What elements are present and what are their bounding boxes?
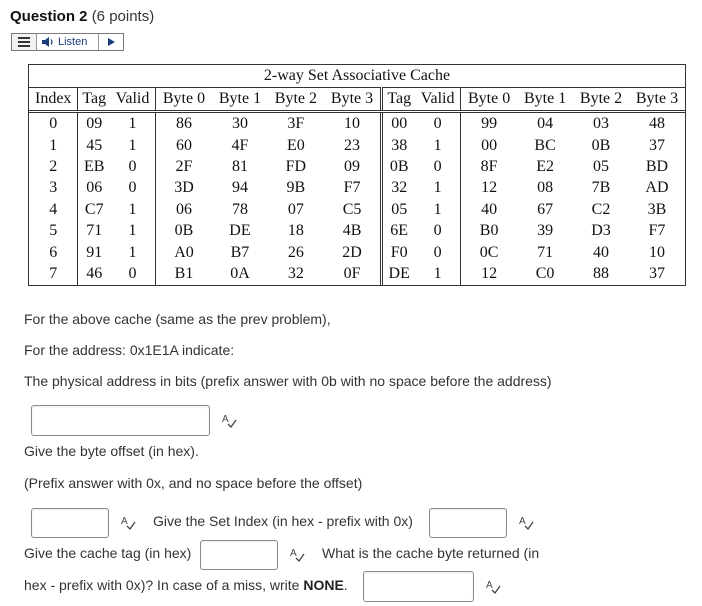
cache-cell: C5	[342, 200, 362, 218]
cache-tag-prompt: Give the cache tag (in hex)	[24, 545, 192, 561]
cache-cell: 7B	[591, 179, 611, 197]
cache-cell: 38	[382, 135, 415, 156]
cache-cell: 3B	[647, 200, 667, 218]
cache-cell: 0A	[230, 265, 250, 283]
cache-cell: D3	[591, 222, 611, 240]
cache-cell: B1	[155, 264, 212, 285]
column-header: Byte 1	[212, 88, 268, 112]
listen-label: Listen	[58, 36, 88, 48]
cache-cell: F7	[343, 179, 361, 197]
column-header: Byte 3	[629, 88, 685, 112]
cache-cell: 48	[648, 115, 665, 133]
cache-cell: 99	[461, 112, 518, 135]
column-header: Byte 0	[461, 88, 518, 112]
cache-cell: 30	[231, 115, 248, 133]
cache-cell: 03	[593, 115, 609, 133]
cache-cell: 0F	[343, 265, 361, 283]
cache-cell: 3F	[287, 115, 305, 133]
cache-cell: 4F	[231, 136, 249, 154]
cache-cell: 71	[537, 243, 554, 261]
cache-cell: 91	[78, 242, 110, 263]
question-points: (6 points)	[91, 8, 155, 25]
row-index: 0	[49, 115, 58, 133]
column-header: Byte 0	[155, 88, 212, 112]
row-index: 1	[49, 136, 58, 154]
cache-cell: 37	[648, 136, 665, 154]
cache-cell: E0	[286, 136, 305, 154]
cache-cell: 00	[461, 135, 518, 156]
cache-cell: 60	[155, 135, 212, 156]
cache-table	[28, 64, 686, 286]
cache-cell: 10	[648, 243, 665, 261]
row-index: 6	[49, 243, 58, 261]
address-text: For the address: 0x1E1A indicate:	[24, 342, 235, 358]
set-index-prompt: Give the Set Index (in hex - prefix with 0x)	[153, 513, 413, 529]
cache-cell: AD	[645, 179, 669, 197]
column-header: Valid	[415, 88, 460, 112]
cache-cell: 23	[344, 136, 361, 154]
cache-row	[29, 199, 685, 220]
cache-cell: 07	[287, 200, 304, 218]
cache-cell: DE	[382, 264, 415, 285]
column-header: Tag	[382, 88, 415, 112]
cache-cell: 0B	[591, 136, 611, 154]
cache-cell: 94	[231, 179, 248, 197]
column-header: Byte 2	[268, 88, 324, 112]
play-icon	[106, 37, 116, 47]
row-index: 2	[49, 158, 58, 176]
cache-cell: 0	[128, 179, 137, 197]
cache-cell: 10	[344, 115, 361, 133]
spellcheck-icon[interactable]	[221, 412, 237, 428]
cache-cell: 0B	[382, 156, 415, 177]
row-index: 4	[49, 200, 58, 218]
cache-cell: 40	[593, 243, 609, 261]
cache-cell: C2	[591, 200, 611, 218]
cache-cell: 0C	[461, 242, 518, 263]
cache-cell: 1	[128, 136, 137, 154]
cache-cell: 1	[128, 243, 137, 261]
intro-text: For the above cache (same as the prev problem),	[24, 311, 331, 327]
listen-button[interactable]	[37, 34, 99, 50]
row-index: 3	[49, 179, 58, 197]
cache-cell: 1	[433, 136, 442, 154]
cache-cell: 05	[382, 199, 415, 220]
period: .	[343, 577, 348, 593]
cache-row	[29, 221, 685, 242]
svg-text:A: A	[222, 414, 229, 425]
cache-cell: 45	[78, 135, 110, 156]
speaker-icon	[41, 36, 55, 48]
set-index-input[interactable]	[429, 508, 507, 538]
cache-cell: EB	[78, 156, 110, 177]
svg-text:A: A	[486, 580, 493, 591]
cache-title: 2-way Set Associative Cache	[29, 65, 685, 88]
cache-cell: 04	[537, 115, 554, 133]
question-title	[10, 8, 154, 25]
cache-cell: 40	[461, 199, 518, 220]
cache-cell: 0	[433, 243, 442, 261]
cache-cell: 39	[537, 222, 554, 240]
cache-cell: 2D	[342, 243, 362, 261]
row-index: 5	[49, 222, 58, 240]
menu-icon[interactable]	[12, 34, 37, 50]
address-bits-input[interactable]	[31, 405, 210, 436]
cache-cell: 09	[78, 112, 110, 135]
cache-cell: 4B	[342, 222, 362, 240]
column-header: Index	[29, 88, 78, 112]
cache-cell: 08	[537, 179, 554, 197]
cache-cell: 6E	[382, 221, 415, 242]
cache-cell: 1	[128, 115, 137, 133]
row-index: 7	[49, 265, 58, 283]
question-number: Question 2	[10, 8, 88, 25]
cache-cell: 78	[231, 200, 248, 218]
cache-cell: 0	[128, 158, 137, 176]
cache-cell: 8F	[461, 156, 518, 177]
cache-row	[29, 135, 685, 156]
cache-cell: F7	[648, 222, 666, 240]
cache-cell: 9B	[286, 179, 306, 197]
cache-row	[29, 178, 685, 199]
cache-cell: A0	[155, 242, 212, 263]
cache-row	[29, 242, 685, 263]
cache-cell: 0	[433, 222, 442, 240]
spellcheck-icon[interactable]	[518, 514, 534, 530]
listen-toolbar	[11, 33, 124, 51]
cache-cell: BC	[534, 136, 556, 154]
cache-cell: 71	[78, 221, 110, 242]
byte-offset-prompt: Give the byte offset (in hex).	[24, 443, 199, 459]
cache-cell: 81	[231, 158, 248, 176]
cache-cell: 12	[461, 178, 518, 199]
cache-cell: B0	[461, 221, 518, 242]
cache-cell: 88	[593, 265, 609, 283]
physical-address-prompt: The physical address in bits (prefix answer with 0b with no space before the address)	[24, 373, 552, 389]
cache-row	[29, 264, 685, 285]
cache-cell: 1	[433, 200, 442, 218]
cache-cell: 32	[287, 265, 304, 283]
column-header: Byte 3	[324, 88, 382, 112]
cache-cell: 86	[155, 112, 212, 135]
cache-tag-input[interactable]	[200, 540, 278, 570]
cache-cell: 67	[537, 200, 554, 218]
cache-byte-instructions-text: hex - prefix with 0x)? In case of a miss, write	[24, 577, 304, 593]
byte-offset-instructions: (Prefix answer with 0x, and no space before the offset)	[24, 475, 363, 491]
cache-cell: DE	[229, 222, 251, 240]
cache-cell: E2	[536, 158, 554, 176]
cache-cell: 32	[382, 178, 415, 199]
cache-cell: 18	[287, 222, 304, 240]
cache-cell: 00	[382, 112, 415, 135]
cache-cell: 0	[433, 158, 442, 176]
spellcheck-icon[interactable]	[120, 514, 136, 530]
cache-cell: 1	[128, 200, 137, 218]
cache-cell: B7	[230, 243, 250, 261]
spellcheck-icon[interactable]	[485, 578, 501, 594]
cache-cell: 46	[78, 264, 110, 285]
column-header: Valid	[110, 88, 155, 112]
cache-cell: 1	[128, 222, 137, 240]
cache-cell: 06	[78, 178, 110, 199]
cache-header-row	[29, 88, 685, 112]
cache-cell: 26	[287, 243, 304, 261]
cache-cell: 3D	[155, 178, 212, 199]
cache-cell: 12	[461, 264, 518, 285]
cache-cell: BD	[645, 158, 669, 176]
cache-cell: 09	[344, 158, 361, 176]
cache-cell: 0	[128, 265, 137, 283]
cache-cell: F0	[382, 242, 415, 263]
cache-cell: 0B	[155, 221, 212, 242]
byte-offset-input[interactable]	[31, 508, 109, 538]
svg-text:A: A	[519, 516, 526, 527]
cache-byte-prompt: What is the cache byte returned (in	[322, 545, 540, 561]
none-keyword: NONE	[303, 577, 344, 593]
play-button[interactable]	[99, 37, 123, 47]
cache-cell: 06	[155, 199, 212, 220]
column-header: Byte 1	[517, 88, 573, 112]
cache-row	[29, 156, 685, 177]
cache-cell: C7	[78, 199, 110, 220]
spellcheck-icon[interactable]	[289, 546, 305, 562]
cache-row	[29, 112, 685, 135]
cache-cell: 05	[593, 158, 609, 176]
cache-cell: FD	[285, 158, 307, 176]
cache-cell: 1	[433, 265, 442, 283]
cache-byte-instructions	[24, 577, 348, 593]
svg-text:A: A	[290, 548, 297, 559]
cache-cell: 1	[433, 179, 442, 197]
column-header: Byte 2	[573, 88, 629, 112]
cache-cell: C0	[535, 265, 555, 283]
cache-byte-input[interactable]	[363, 571, 474, 602]
cache-cell: 37	[648, 265, 665, 283]
svg-text:A: A	[121, 516, 128, 527]
cache-cell: 2F	[155, 156, 212, 177]
cache-cell: 0	[433, 115, 442, 133]
column-header: Tag	[78, 88, 110, 112]
